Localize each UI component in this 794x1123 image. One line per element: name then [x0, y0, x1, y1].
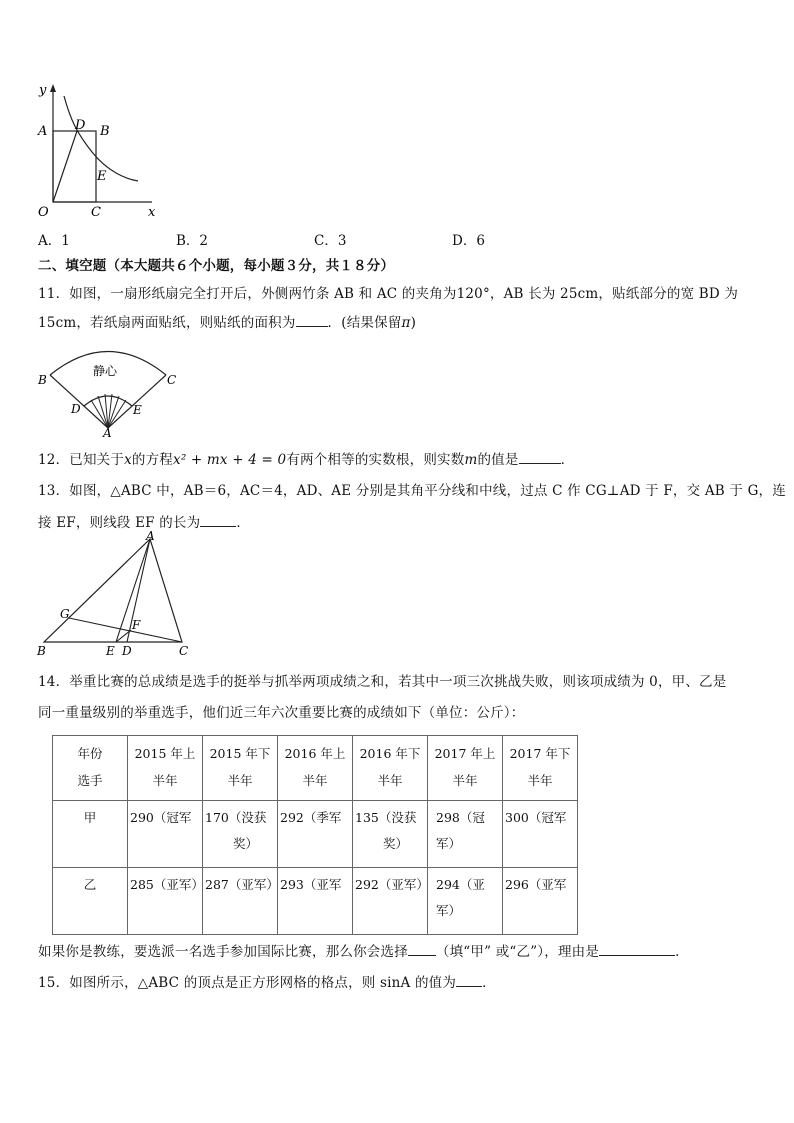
- score-line: 奖）: [383, 836, 409, 851]
- q12-text-mid1: 的方程: [131, 452, 174, 468]
- player-cell: [53, 868, 128, 935]
- score-cell: [428, 868, 503, 935]
- header-line: 半年: [527, 773, 553, 788]
- score-line: 285（亚军）: [130, 877, 204, 892]
- y-axis-arrow: [50, 84, 56, 92]
- triangle-abc: [44, 539, 182, 642]
- q14-reason-blank[interactable]: [599, 943, 675, 956]
- player-name: 甲: [83, 810, 97, 825]
- q15-answer-blank[interactable]: [456, 974, 482, 987]
- segment-od: [53, 131, 77, 202]
- fan-label-d: D: [71, 402, 81, 416]
- q12-text-end: ．: [560, 452, 575, 468]
- q14-after-line: [38, 940, 689, 960]
- player-cell: [53, 801, 128, 868]
- score-cell: [128, 801, 203, 868]
- header-line: 半年: [302, 773, 328, 788]
- label-c: C: [91, 205, 101, 220]
- fan-label-c: C: [167, 373, 177, 387]
- score-cell: [278, 801, 353, 868]
- figure-hyperbola-square: [30, 80, 170, 225]
- fan-label-e: E: [133, 403, 142, 417]
- q13-answer-blank[interactable]: [200, 514, 236, 527]
- q11-text-c: ): [410, 315, 417, 331]
- q12-var-x: x: [124, 452, 132, 468]
- label-b: B: [100, 124, 110, 139]
- square-oabc: [53, 131, 96, 202]
- q13-text-a: 接 EF，则线段 EF 的长为: [38, 515, 201, 531]
- label-y: y: [39, 83, 47, 98]
- score-line: 287（亚军）: [205, 877, 279, 892]
- tri-label-f: F: [132, 618, 141, 632]
- score-line: 298（冠军）: [436, 810, 485, 851]
- table-header: [353, 736, 428, 801]
- tri-label-c: C: [179, 644, 189, 658]
- header-line: 半年: [152, 773, 178, 788]
- figure-triangle: [34, 530, 194, 662]
- figure-fan: [36, 338, 181, 438]
- score-cell: [353, 868, 428, 935]
- q15-text: 15．如图所示，△ABC 的顶点是正方形网格的格点，则 sinA 的值为: [38, 975, 457, 991]
- corner-bottom: 选手: [77, 773, 103, 788]
- q11-text-b: ．(结果保留: [327, 315, 402, 331]
- q12-text-mid2: 有两个相等的实数根，则实数: [286, 452, 465, 468]
- table-header-row: [53, 736, 578, 801]
- score-line: 奖）: [233, 836, 259, 851]
- label-a: A: [38, 124, 48, 139]
- choice-a[interactable]: A．1: [38, 233, 70, 249]
- table-header: [128, 736, 203, 801]
- table-header: [278, 736, 353, 801]
- header-line: 2017 年上: [434, 746, 496, 761]
- header-line: 2015 年下: [209, 746, 271, 761]
- segment-cg: [69, 618, 182, 642]
- tri-label-e: E: [106, 644, 115, 658]
- header-line: 2015 年上: [134, 746, 196, 761]
- score-line: 300（冠军: [505, 810, 567, 825]
- q13-text-b: ．: [236, 515, 251, 531]
- table-header: [428, 736, 503, 801]
- fan-caption: 静心: [93, 364, 118, 378]
- table-row: [53, 868, 578, 935]
- tri-label-g: G: [60, 607, 70, 621]
- header-line: 半年: [227, 773, 253, 788]
- q12-line: [38, 448, 574, 468]
- q14-choice-blank[interactable]: [408, 943, 436, 956]
- score-cell: [203, 868, 278, 935]
- score-line: 135（没获: [355, 810, 417, 825]
- q12-answer-blank[interactable]: [519, 451, 561, 464]
- header-line: 半年: [452, 773, 478, 788]
- score-cell: [128, 868, 203, 935]
- q14-line2: 同一重量级别的举重选手，他们近三年六次重要比赛的成绩如下（单位：公斤）：: [38, 705, 525, 721]
- header-line: 2016 年下: [359, 746, 421, 761]
- q15-line: [38, 971, 496, 991]
- choice-b[interactable]: B．2: [176, 233, 209, 249]
- score-cell: [428, 801, 503, 868]
- header-line: 半年: [377, 773, 403, 788]
- label-d: D: [75, 118, 86, 133]
- tri-label-b: B: [37, 644, 46, 658]
- q13-line2: [38, 511, 250, 531]
- q11-answer-blank[interactable]: [296, 314, 328, 327]
- table-row: [53, 801, 578, 868]
- q11-line2: [38, 311, 416, 331]
- table-corner: [53, 736, 128, 801]
- label-e: E: [97, 169, 107, 184]
- tri-label-a: A: [146, 530, 155, 543]
- score-cell: [503, 868, 578, 935]
- header-line: 2016 年上: [284, 746, 346, 761]
- fan-label-a: A: [103, 426, 112, 438]
- q12-var-m: m: [464, 452, 478, 468]
- score-cell: [203, 801, 278, 868]
- corner-top: 年份: [77, 746, 103, 761]
- q13-line1: 13．如图，△ABC 中，AB＝6，AC＝4，AD、AE 分别是其角平分线和中线，过点 C 作 CG⊥AD 于 F，交 AB 于 G，连: [38, 483, 786, 499]
- score-line: 292（亚军）: [355, 877, 429, 892]
- q14-text-a: 如果你是教练，要选派一名选手参加国际比赛，那么你会选择: [38, 944, 408, 960]
- score-cell: [353, 801, 428, 868]
- section-heading: 二、填空题（本大题共６个小题，每小题３分，共１８分）: [38, 258, 395, 274]
- table-header: [503, 736, 578, 801]
- label-x: x: [148, 205, 156, 220]
- score-cell: [503, 801, 578, 868]
- score-line: 293（亚军: [280, 877, 342, 892]
- score-line: 296（亚军: [505, 877, 567, 892]
- score-line: 294（亚军）: [436, 877, 485, 918]
- q11-text-a: 15cm，若纸扇两面贴纸，则贴纸的面积为: [38, 315, 296, 331]
- choice-d[interactable]: D．6: [452, 233, 485, 249]
- q14-text-b: （填“甲” 或“乙”），理由是: [435, 944, 600, 960]
- score-line: 290（冠军: [130, 810, 192, 825]
- q14-text-c: ．: [675, 944, 689, 960]
- score-line: 170（没获: [205, 810, 267, 825]
- q12-equation: x² + mx + 4 = 0: [173, 452, 287, 468]
- header-line: 2017 年下: [509, 746, 571, 761]
- table-header: [203, 736, 278, 801]
- fan-label-b: B: [38, 373, 47, 387]
- choice-c[interactable]: C．3: [314, 233, 347, 249]
- q14-line1: 14．举重比赛的总成绩是选手的挺举与抓举两项成绩之和，若其中一项三次挑战失败，则该项成绩为 0，甲、乙是: [38, 674, 727, 690]
- q15-text-end: ．: [482, 975, 496, 991]
- q11-line1: 11．如图，一扇形纸扇完全打开后，外侧两竹条 AB 和 AC 的夹角为120°，AB 长为 25cm，贴纸部分的宽 BD 为: [38, 286, 739, 302]
- player-name: 乙: [83, 877, 97, 892]
- score-line: 292（季军: [280, 810, 342, 825]
- label-o: O: [38, 205, 49, 220]
- q12-text-pre: 12．已知关于: [38, 452, 125, 468]
- q11-pi: π: [401, 315, 411, 331]
- q12-text-post: 的值是: [477, 452, 519, 468]
- score-cell: [278, 868, 353, 935]
- score-table: [52, 735, 578, 935]
- tri-label-d: D: [122, 644, 132, 658]
